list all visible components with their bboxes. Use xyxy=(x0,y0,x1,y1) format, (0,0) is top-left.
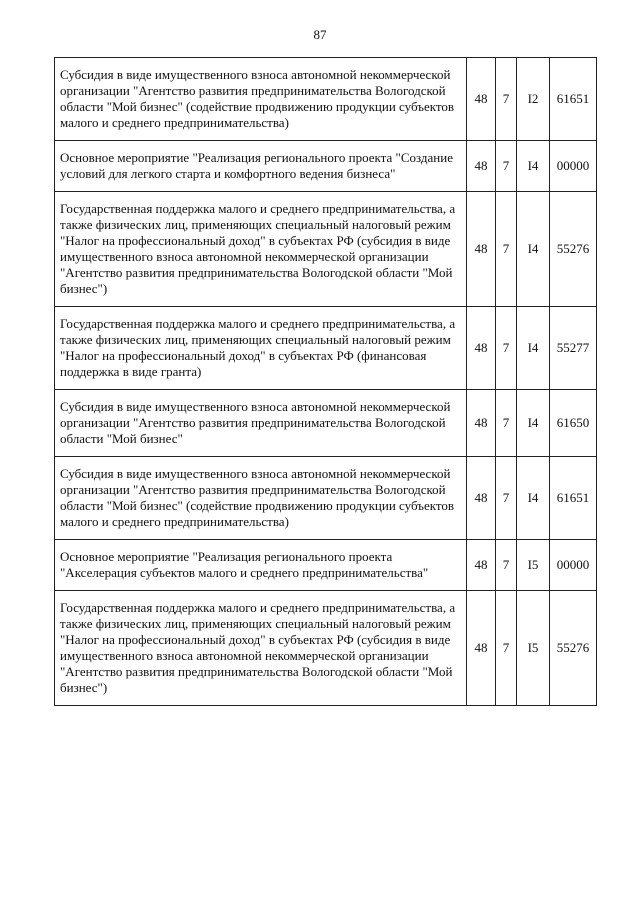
code-direction: 61650 xyxy=(550,390,597,457)
budget-classification-table xyxy=(54,57,597,706)
table-row xyxy=(55,192,597,307)
table-row xyxy=(55,58,597,141)
code-subsection: 7 xyxy=(496,192,517,307)
code-program: I5 xyxy=(517,591,550,706)
code-subsection: 7 xyxy=(496,58,517,141)
table-row xyxy=(55,390,597,457)
code-subsection: 7 xyxy=(496,390,517,457)
code-direction: 55277 xyxy=(550,307,597,390)
table-row xyxy=(55,457,597,540)
row-description-text: Субсидия в виде имущественного взноса автономной некоммерческой организации "Агентство развития предпринимательства Вологодской области "Мой бизнес" (содействие продвижению продукции субъектов малого и среднего предпринимательства) xyxy=(60,466,455,529)
code-program: I4 xyxy=(517,192,550,307)
row-description-text: Государственная поддержка малого и среднего предпринимательства, а также физических лиц, применяющих специальный налоговый режим "Налог на профессиональный доход" в субъектах РФ (субсидия в виде имущественного взноса автономной некоммерческой организации "Агентство развития предпринимательства Вологодской области "Мой бизнес") xyxy=(60,201,456,296)
row-description xyxy=(55,591,467,706)
code-section: 48 xyxy=(467,141,496,192)
code-direction: 00000 xyxy=(550,141,597,192)
code-direction: 55276 xyxy=(550,591,597,706)
row-description xyxy=(55,141,467,192)
row-description xyxy=(55,192,467,307)
page-number: 87 xyxy=(313,27,327,42)
row-description-text: Субсидия в виде имущественного взноса автономной некоммерческой организации "Агентство развития предпринимательства Вологодской области "Мой бизнес" xyxy=(60,399,451,446)
code-section: 48 xyxy=(467,457,496,540)
code-program: I4 xyxy=(517,457,550,540)
code-direction: 00000 xyxy=(550,540,597,591)
row-description xyxy=(55,540,467,591)
code-program: I5 xyxy=(517,540,550,591)
row-description-text: Основное мероприятие "Реализация регионального проекта "Акселерация субъектов малого и среднего предпринимательства" xyxy=(60,549,429,580)
code-section: 48 xyxy=(467,192,496,307)
code-direction: 55276 xyxy=(550,192,597,307)
code-direction: 61651 xyxy=(550,58,597,141)
code-section: 48 xyxy=(467,540,496,591)
code-section: 48 xyxy=(467,58,496,141)
code-subsection: 7 xyxy=(496,307,517,390)
row-description xyxy=(55,457,467,540)
table-row xyxy=(55,540,597,591)
row-description xyxy=(55,390,467,457)
table-row xyxy=(55,141,597,192)
code-subsection: 7 xyxy=(496,591,517,706)
table-row xyxy=(55,307,597,390)
row-description xyxy=(55,58,467,141)
code-section: 48 xyxy=(467,390,496,457)
row-description-text: Основное мероприятие "Реализация регионального проекта "Создание условий для легкого старта и комфортного ведения бизнеса" xyxy=(60,150,453,181)
row-description-text: Государственная поддержка малого и среднего предпринимательства, а также физических лиц, применяющих специальный налоговый режим "Налог на профессиональный доход" в субъектах РФ (субсидия в виде имущественного взноса автономной некоммерческой организации "Агентство развития предпринимательства Вологодской области "Мой бизнес") xyxy=(60,600,456,695)
code-direction: 61651 xyxy=(550,457,597,540)
code-program: I4 xyxy=(517,307,550,390)
table-row xyxy=(55,591,597,706)
code-subsection: 7 xyxy=(496,141,517,192)
row-description-text: Государственная поддержка малого и среднего предпринимательства, а также физических лиц, применяющих специальный налоговый режим "Налог на профессиональный доход" в субъектах РФ (финансовая поддержка в виде гранта) xyxy=(60,316,456,379)
code-section: 48 xyxy=(467,591,496,706)
row-description-text: Субсидия в виде имущественного взноса автономной некоммерческой организации "Агентство развития предпринимательства Вологодской области "Мой бизнес" (содействие продвижению продукции субъектов малого и среднего предпринимательства) xyxy=(60,67,455,130)
code-program: I4 xyxy=(517,141,550,192)
code-program: I4 xyxy=(517,390,550,457)
code-program: I2 xyxy=(517,58,550,141)
code-subsection: 7 xyxy=(496,540,517,591)
code-subsection: 7 xyxy=(496,457,517,540)
code-section: 48 xyxy=(467,307,496,390)
row-description xyxy=(55,307,467,390)
